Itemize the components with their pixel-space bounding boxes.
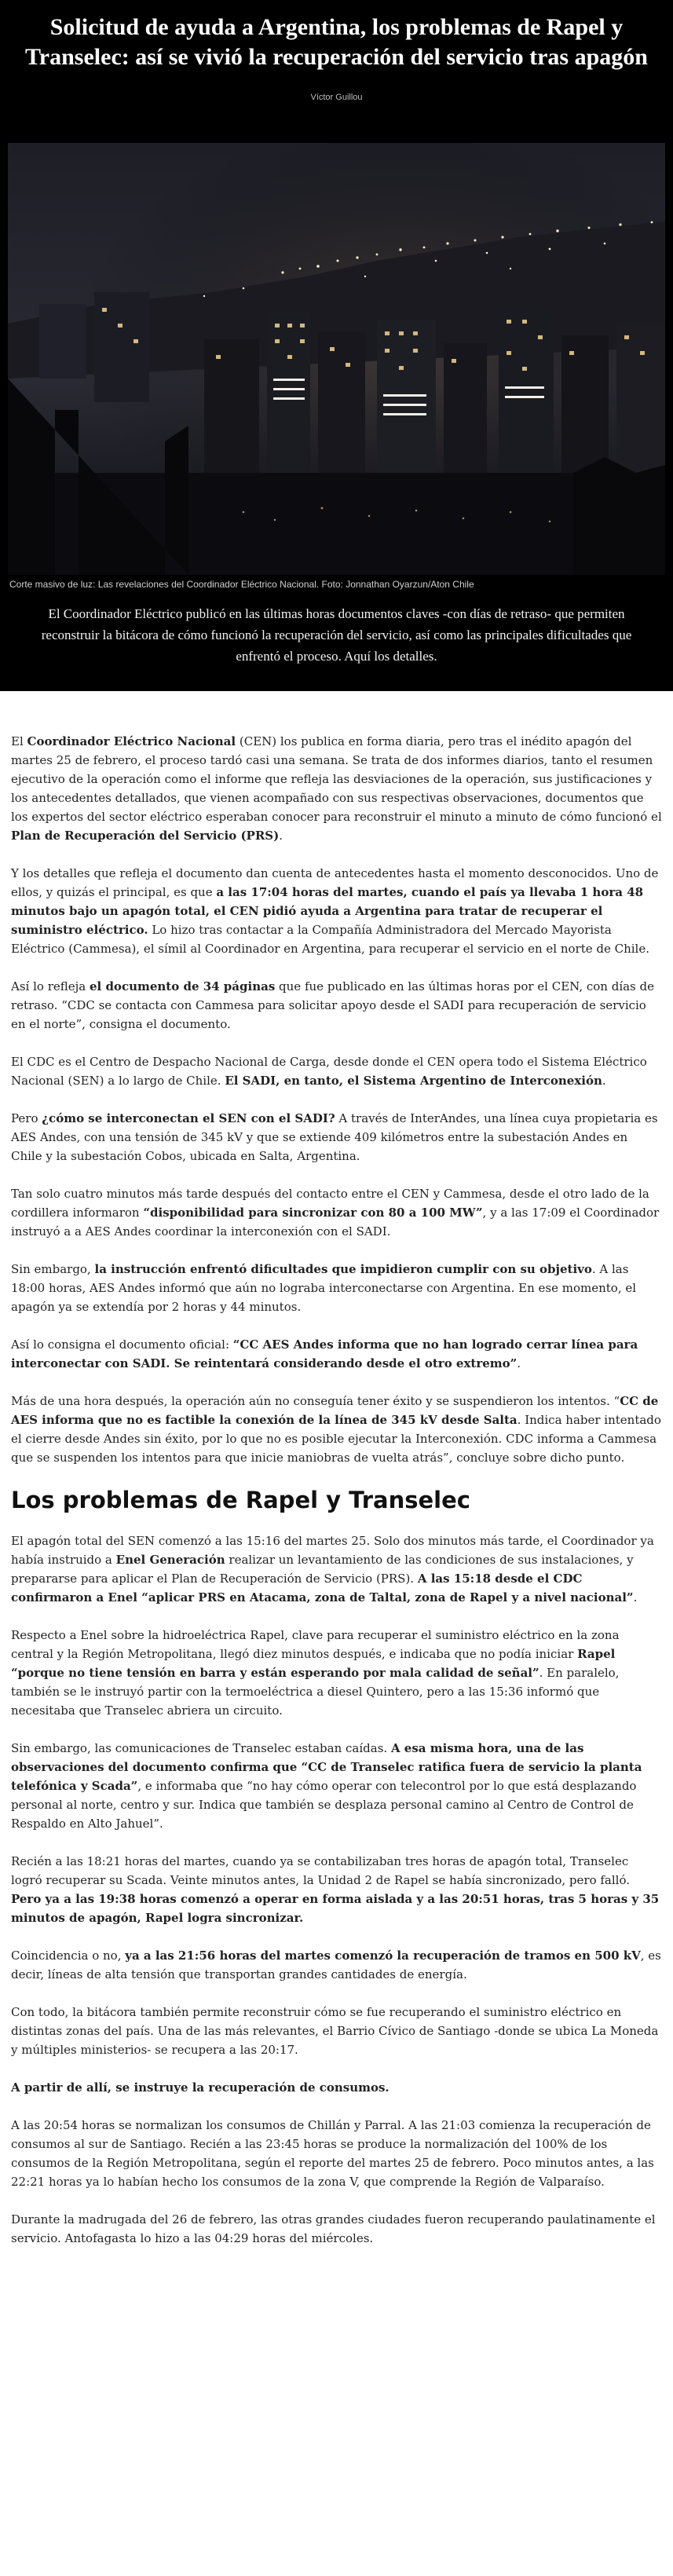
text: , es decir, líneas de alta tensión que transportan grandes cantidades de energía. (11, 1948, 661, 1981)
text: El apagón total del SEN comenzó a las 15:16 del martes 25. Solo dos minutos más tarde, el Coordinador ya había instruido a (11, 1534, 654, 1567)
paragraph-1 (11, 732, 662, 845)
text: Así lo refleja (11, 979, 90, 993)
paragraph-10 (11, 1531, 662, 1607)
paragraph-9 (11, 1392, 662, 1467)
paragraph-4 (11, 1052, 662, 1090)
bold-text: a las 17:04 horas del martes, cuando el país ya llevaba 1 hora 48 minutos bajo un apagón total, el CEN pidió ayuda a Argentina para tratar de recuperar el suministro eléctrico. (11, 885, 644, 937)
paragraph-16 (11, 2078, 662, 2097)
paragraph-6 (11, 1184, 662, 1241)
paragraph-18 (11, 2210, 662, 2248)
text: que fue publicado en las últimas horas por el CEN, con días de retraso. “CDC se contacta con Cammesa para solicitar apoyo desde el SADI para recuperación de servicio en el norte”, consigna el documento. (11, 979, 655, 1031)
text: Respecto a Enel sobre la hidroeléctrica Rapel, clave para recuperar el suministro eléctrico en la zona central y la Región Metropolitana, llegó diez minutos después, e indicaba que no podía iniciar (11, 1628, 620, 1661)
text: , e informaba que “no hay cómo operar con telecontrol por lo que está desplazando personal al norte, centro y sur. Indica que también se desplaza personal camino al Centro de Control de Respaldo en Alto Jahuel”. (11, 1779, 637, 1831)
article-title: Solicitud de ayuda a Argentina, los problemas de Rapel y Transelec: así se vivió la recuperación del servicio tras apagón (25, 14, 648, 70)
text: . En paralelo, también se le instruyó partir con la termoeléctrica a diesel Quintero, pero a las 15:36 informó que necesitaba que Transelec abriera un circuito. (11, 1666, 620, 1718)
paragraph-11 (11, 1626, 662, 1720)
text: Con todo, la bitácora también permite reconstruir cómo se fue recuperando el suministro eléctrico en distintas zonas del país. Una de las más relevantes, el Barrio Cívico de Santiago -donde se ubica La Moneda y múltiples ministerios- se recupera a las 20:17. (11, 2005, 659, 2057)
paragraph-17 (11, 2116, 662, 2191)
paragraph-15 (11, 2003, 662, 2059)
bold-text: Plan de Recuperación del Servicio (PRS) (11, 829, 280, 843)
night-city-illustration (8, 143, 665, 575)
text: El (11, 734, 27, 748)
article-photo (8, 143, 665, 575)
text: El CDC es el Centro de Despacho Nacional de Carga, desde donde el CEN opera todo el Sistema Eléctrico Nacional (SEN) a lo largo de Chile. (11, 1055, 647, 1088)
text: Más de una hora después, la operación aún no conseguía tener éxito y se suspendieron los intentos. “ (11, 1394, 620, 1408)
paragraph-13 (11, 1852, 662, 1927)
bold-text: la instrucción enfrentó dificultades que impidieron cumplir con su objetivo (94, 1262, 592, 1276)
text: Tan solo cuatro minutos más tarde después del contacto entre el CEN y Cammesa, desde el otro lado de la cordillera informaron (11, 1187, 649, 1220)
text: . (517, 1356, 521, 1370)
text: A las 20:54 horas se normalizan los consumos de Chillán y Parral. A las 21:03 comienza la recuperación de consumos al sur de Santiago. Recién a las 23:45 horas se produce la normalización del 100% de los consumos de la Región Metropolitana, según el reporte del martes 25 de febrero. Poco minutos antes, a las 22:21 horas ya lo habían hecho los consumos de la zona V, que comprende la Región de Valparaíso. (11, 2118, 654, 2189)
text: . (602, 1074, 606, 1088)
paragraph-2 (11, 864, 662, 958)
text: Recién a las 18:21 horas del martes, cuando ya se contabilizaban tres horas de apagón total, Transelec logró recuperar su Scada. Veinte minutos antes, la Unidad 2 de Rapel se había sincronizado, pero falló. (11, 1854, 631, 1887)
text: Lo hizo tras contactar a la Compañía Administradora del Mercado Mayorista Eléctrico (Cammesa), el símil al Coordinador en Argentina, para recuperar el servicio en el norte de Chile. (11, 923, 650, 956)
text: Sin embargo, las comunicaciones de Transelec estaban caídas. (11, 1741, 391, 1755)
author-byline[interactable]: Víctor Guillou (310, 93, 363, 102)
text: Coincidencia o no, (11, 1948, 126, 1963)
paragraph-8 (11, 1335, 662, 1373)
paragraph-5 (11, 1109, 662, 1165)
bold-text: Coordinador Eléctrico Nacional (27, 734, 236, 748)
article-header (0, 0, 673, 691)
text: realizar un levantamiento de las condiciones de sus instalaciones, y prepararse para aplicar el Plan de Recuperación de Servicio (PRS). (11, 1553, 634, 1586)
text: A través de InterAndes, una línea cuya propietaria es AES Andes, con una tensión de 345 kV y que se extiende 409 kilómetros entre la subestación Andes en Chile y la subestación Cobos, ubicada en Salta, Argentina. (11, 1111, 658, 1163)
photo-caption: Corte masivo de luz: Las revelaciones del Coordinador Eléctrico Nacional. Foto: Jonnathan Oyarzun/Aton Chile (9, 579, 474, 590)
text: Sin embargo, (11, 1262, 95, 1276)
text: . A las 18:00 horas, AES Andes informó que aún no lograba interconectarse con Argentina. En ese momento, el apagón ya se extendía por 2 horas y 44 minutos. (11, 1262, 637, 1314)
bold-text: El SADI, en tanto, el Sistema Argentino de Interconexión (225, 1074, 602, 1088)
paragraph-7 (11, 1260, 662, 1316)
text: Así lo consigna el documento oficial: (11, 1337, 233, 1352)
text: . (633, 1590, 638, 1605)
bold-text: “disponibilidad para sincronizar con 80 a 100 MW” (143, 1206, 483, 1220)
paragraph-3 (11, 977, 662, 1034)
bold-text: Rapel “porque no tiene tensión en barra y están esperando por mala calidad de señal” (11, 1647, 616, 1680)
bold-text: Pero ya a las 19:38 horas comenzó a operar en forma aislada y a las 20:51 horas, tras 5 horas y 35 minutos de apagón, Rapel logra sincronizar. (11, 1892, 660, 1925)
article-body (0, 691, 673, 2248)
article-lede: El Coordinador Eléctrico publicó en las últimas horas documentos claves -con días de retraso- que permiten reconstruir la bitácora de cómo funcionó la recuperación del servicio, así como las principales dificultades que enfrentó el proceso. Aquí los detalles. (41, 606, 632, 664)
bold-text: “CC AES Andes informa que no han logrado cerrar línea para interconectar con SADI. Se reintentará considerando desde el otro extremo” (11, 1337, 638, 1370)
text: Y los detalles que refleja el documento dan cuenta de antecedentes hasta el momento desconocidos. Uno de ellos, y quizás el principal, es que (11, 866, 659, 899)
paragraph-14 (11, 1946, 662, 1984)
bold-text: ¿cómo se interconectan el SEN con el SADI? (42, 1111, 335, 1125)
text: (CEN) los publica en forma diaria, pero tras el inédito apagón del martes 25 de febrero, el proceso tardó casi una semana. Se trata de dos informes diarios, tanto el resumen ejecutivo de la operación como el informe que refleja las desviaciones de la operación, sus justificaciones y los antecedentes detallados, que vienen acompañado con sus respectivas observaciones, documentos que los expertos del sector eléctrico esperaban conocer para reconstruir el minuto a minuto de cómo funcionó el (11, 734, 662, 824)
section-heading: Los problemas de Rapel y Transelec (11, 1487, 470, 1513)
text: , y a las 17:09 el Coordinador instruyó a a AES Andes coordinar la interconexión con el SADI. (11, 1206, 660, 1239)
bold-text: A las 15:18 desde el CDC confirmaron a Enel “aplicar PRS en Atacama, zona de Taltal, zona de Rapel y a nivel nacional” (11, 1572, 634, 1605)
text: Pero (11, 1111, 42, 1125)
bold-text: el documento de 34 páginas (89, 979, 276, 993)
bold-text: CC de AES informa que no es factible la conexión de la línea de 345 kV desde Salta (11, 1394, 659, 1427)
bold-text: A partir de allí, se instruye la recuperación de consumos. (11, 2080, 390, 2095)
bold-text: ya a las 21:56 horas del martes comenzó la recuperación de tramos en 500 kV (125, 1948, 641, 1963)
bold-text: A esa misma hora, una de las observaciones del documento confirma que “CC de Transelec ratifica fuera de servicio la planta telefónica y Scada” (11, 1741, 642, 1793)
text: Durante la madrugada del 26 de febrero, las otras grandes ciudades fueron recuperando paulatinamente el servicio. Antofagasta lo hizo a las 04:29 horas del miércoles. (11, 2212, 656, 2245)
text: . (279, 829, 283, 843)
text: . Indica haber intentado el cierre desde Andes sin éxito, por lo que no es posible ejecutar la Interconexión. CDC informa a Cammesa que se suspenden los intentos para que inicie maniobras de vuelta atrás”, concluye sobre dicho punto. (11, 1413, 661, 1465)
paragraph-12 (11, 1739, 662, 1833)
bold-text: Enel Generación (115, 1553, 225, 1567)
